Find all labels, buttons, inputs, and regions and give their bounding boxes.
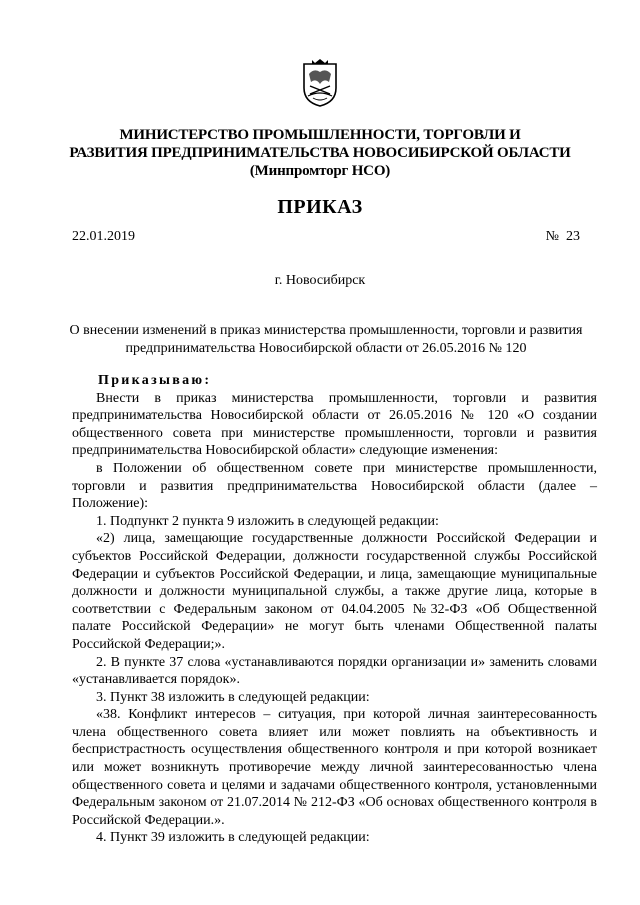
ministry-short-name: (Минпромторг НСО) xyxy=(249,163,391,179)
ministry-name-line1: МИНИСТЕРСТВО ПРОМЫШЛЕННОСТИ, ТОРГОВЛИ И xyxy=(119,127,521,143)
ministry-name xyxy=(40,126,600,180)
document-number: № 23 xyxy=(545,229,580,244)
novosibirsk-coat-of-arms-icon xyxy=(300,58,340,108)
body-paragraph: 3. Пункт 38 изложить в следующей редакции: xyxy=(96,689,370,705)
document-date: 22.01.2019 xyxy=(72,229,135,244)
document-title: ПРИКАЗ xyxy=(277,196,363,218)
body-paragraph: 1. Подпункт 2 пункта 9 изложить в следующей редакции: xyxy=(96,513,439,529)
body-paragraph: в Положении об общественном совете при министерстве промышленности, торговли и развития предпринимательства Новосибирской области (далее – Положение): xyxy=(72,460,597,512)
body-paragraph: Внести в приказ министерства промышленности, торговли и развития предпринимательства Новосибирской области от 26.05.2016 № 120 «О создании общественного совета при министерстве промышленности, торговли и развития предпринимательства Новосибирской области» следующие изменения: xyxy=(72,390,597,459)
body-paragraph: 4. Пункт 39 изложить в следующей редакции: xyxy=(96,830,370,846)
coat-of-arms-emblem xyxy=(300,58,340,108)
ministry-name-line2: РАЗВИТИЯ ПРЕДПРИНИМАТЕЛЬСТВА НОВОСИБИРСКОЙ ОБЛАСТИ xyxy=(69,145,571,161)
document-city: г. Новосибирск xyxy=(274,273,366,288)
body-paragraph: 2. В пункте 37 слова «устанавливаются порядки организации и» заменить словами «устанавливается порядок». xyxy=(72,654,597,688)
document-body xyxy=(72,372,597,847)
body-paragraph: «38. Конфликт интересов – ситуация, при которой личная заинтересованность члена общественного совета влияет или может повлиять на объективность и беспристрастность осуществления общественного контроля и при которой возникает или может возникнуть противоречие между личной заинтересованностью члена общественного совета и целями и задачами общественного контроля, установленными Федеральным законом от 21.07.2014 № 212-ФЗ «Об основах общественного контроля в Российской Федерации.». xyxy=(72,707,597,828)
body-paragraph: «2) лица, замещающие государственные должности Российской Федерации и субъектов Российской Федерации, должности государственной службы Российской Федерации и субъектов Российской Федерации, и лица, замещающие муниципальные должности и должности муниципальной службы, а также другие лица, которые в соответствии с Федеральным законом от 04.04.2005 №32-ФЗ «Об Общественной палате Российской Федерации» не могут быть членами Общественной палаты Российской Федерации;». xyxy=(72,531,597,652)
order-word: Приказываю: xyxy=(98,373,212,388)
document-subject: О внесении изменений в приказ министерства промышленности, торговли и развития предпринимательства Новосибирской области от 26.05.2016 № 120 xyxy=(69,323,583,356)
